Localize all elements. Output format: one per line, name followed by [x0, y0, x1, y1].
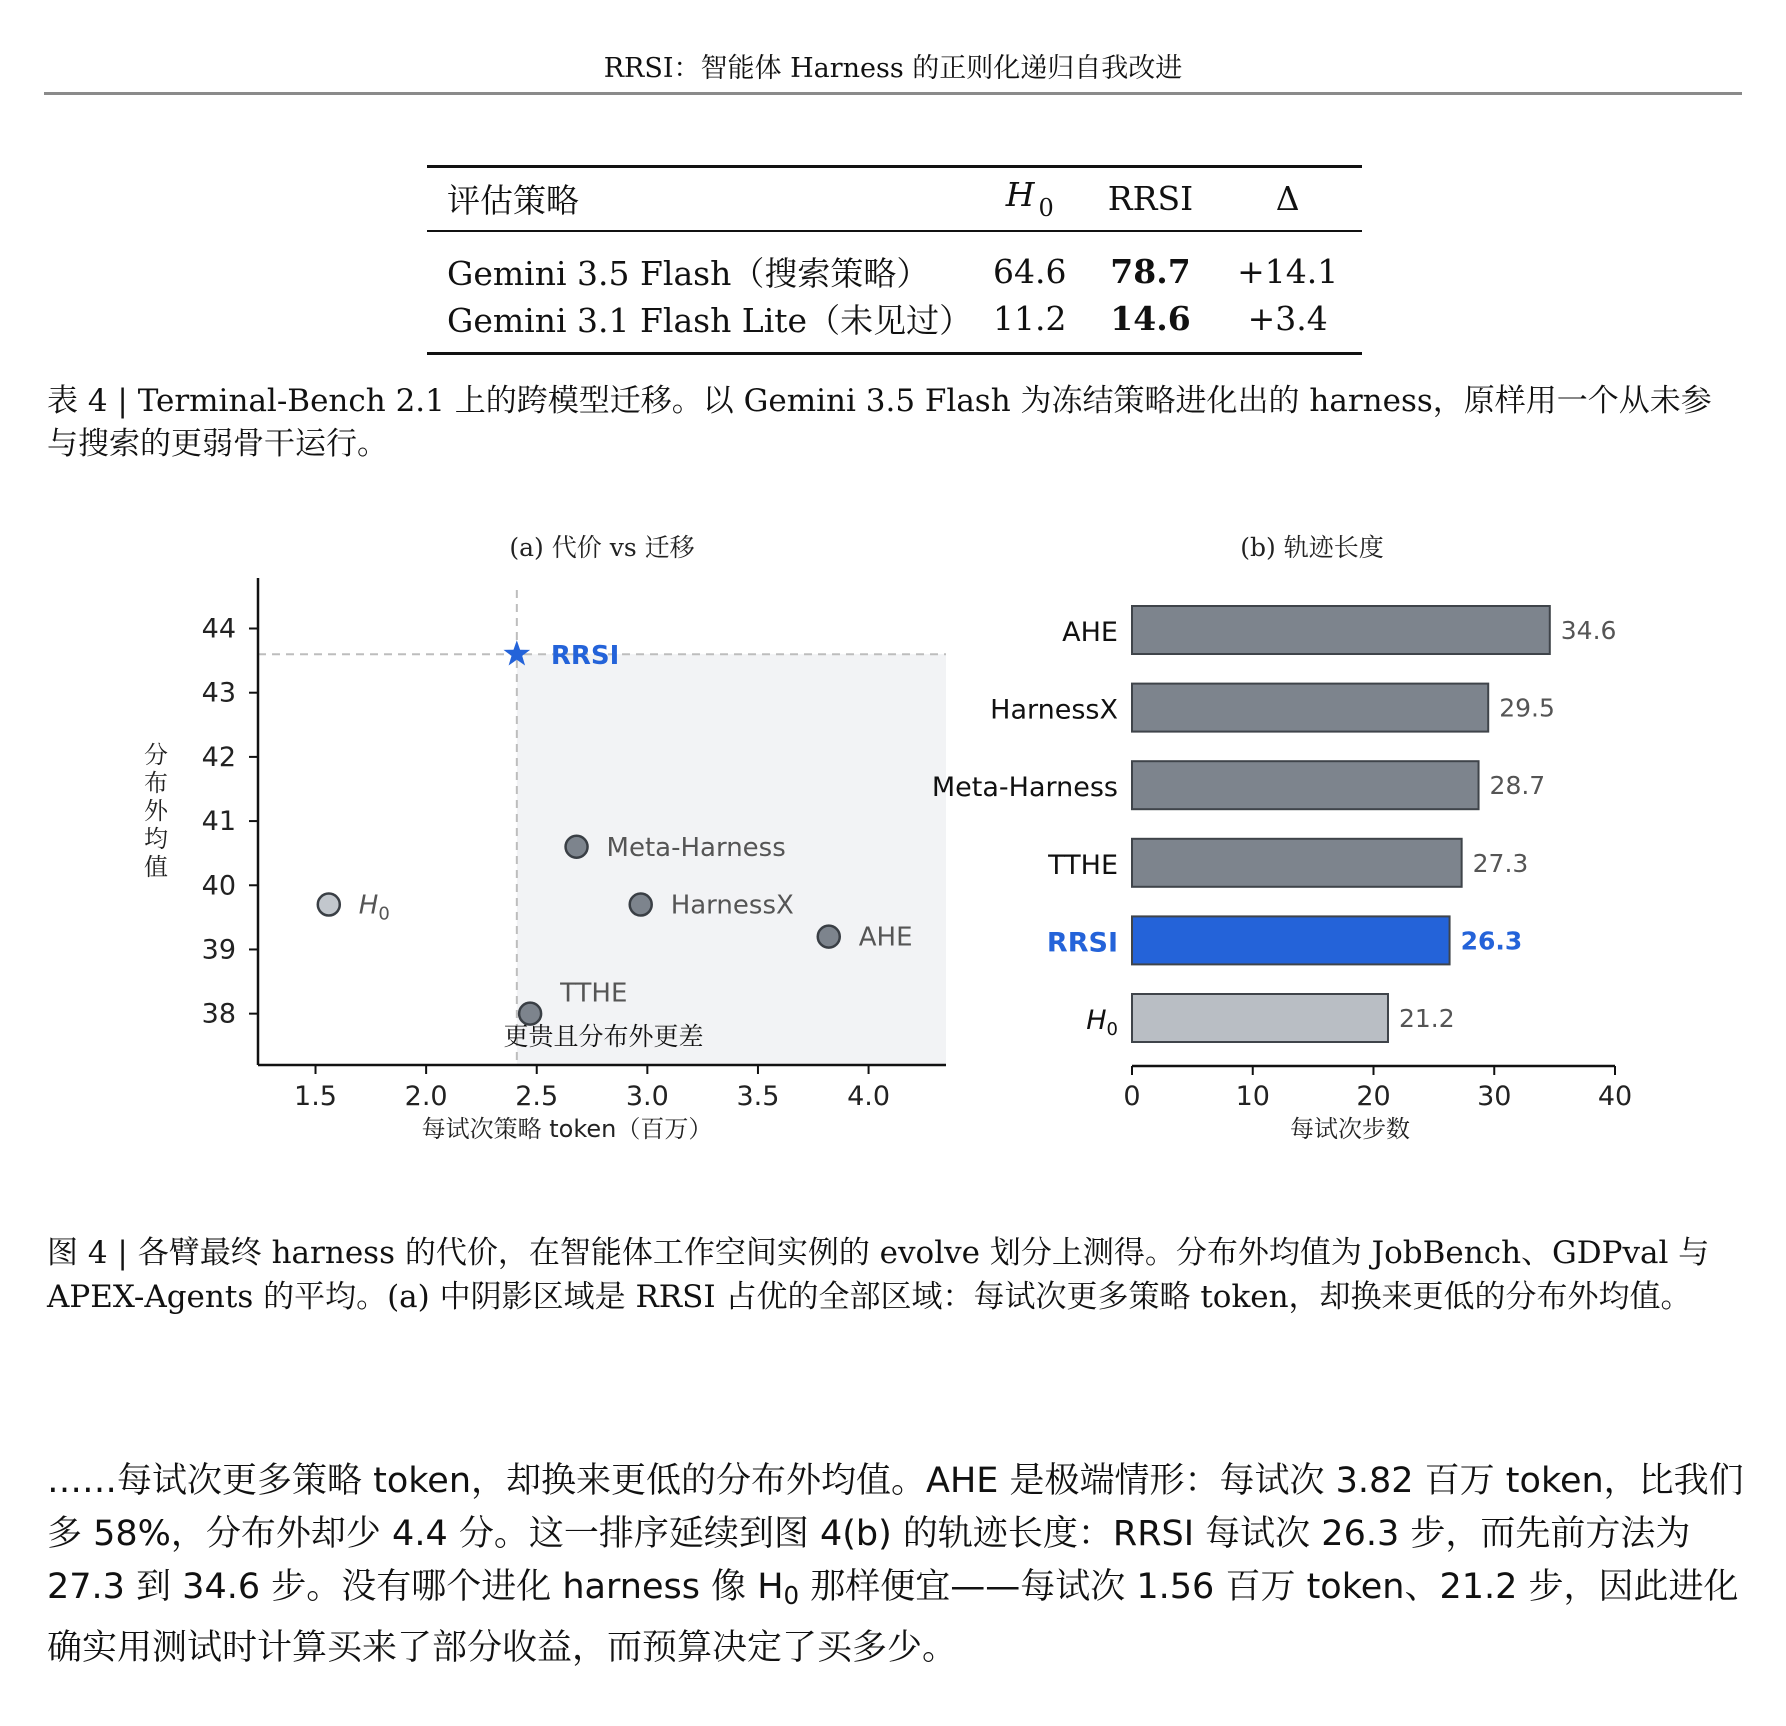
bar-meta-harness [1132, 761, 1479, 809]
col-h0-main: H [1005, 175, 1035, 215]
col-delta: Δ [1213, 167, 1362, 231]
chart-a-title: (a) 代价 vs 迁移 [509, 533, 695, 562]
point-label-h0: $H_0$ [358, 890, 390, 925]
col-h0 [972, 167, 1087, 231]
point-label-meta-harness: Meta-Harness [606, 832, 786, 863]
table-header-row [427, 167, 1362, 231]
b-x-tick-label: 20 [1356, 1081, 1391, 1112]
bar-category-label: $H_0$ [1086, 1005, 1118, 1040]
bar-h0 [1132, 994, 1388, 1042]
x-tick-label: 1.5 [294, 1081, 337, 1112]
bar-category-label: TTHE [1048, 849, 1118, 881]
b-x-tick-label: 10 [1235, 1081, 1270, 1112]
figure-caption: 图 4 | 各臂最终 harness 的代价，在智能体工作空间实例的 evolve 划分上测得。分布外均值为 JobBench、GDPval 与 APEX-Agents 的平均。(a) 中阴影区域是 RRSI 占优的全部区域：每试次更多策略 token，却换来更低的分布外均值。 [47, 1235, 1710, 1315]
x-tick-label: 4.0 [847, 1081, 891, 1112]
bar-category-label: HarnessX [990, 694, 1118, 726]
y-tick-label: 42 [201, 741, 236, 773]
bar-value-label: 28.7 [1489, 771, 1546, 801]
bar-value-label: 29.5 [1499, 693, 1555, 723]
bar-rrsi [1132, 916, 1450, 964]
b-x-tick-label: 30 [1477, 1081, 1512, 1112]
point-ahe [818, 926, 840, 948]
y-tick-label: 44 [201, 613, 236, 645]
figure-4 [0, 520, 1786, 1160]
y-tick-label: 40 [201, 870, 236, 902]
region-label: 更贵且分布外更差 [503, 1022, 704, 1052]
point-h [318, 894, 340, 916]
bar-tthe [1132, 839, 1462, 887]
b-x-tick-label: 0 [1123, 1081, 1141, 1112]
bar-value-label: 21.2 [1398, 1004, 1455, 1033]
b-x-axis-label: 每试次步数 [1290, 1115, 1410, 1143]
bar-category-label: AHE [1062, 617, 1118, 648]
col-rrsi: RRSI [1088, 167, 1214, 231]
point-meta-harness [566, 836, 588, 858]
header-rule [44, 92, 1742, 95]
x-tick-label: 2.0 [404, 1081, 448, 1112]
x-tick-label: 3.5 [736, 1081, 780, 1112]
bar-harnessx [1132, 684, 1488, 732]
bar-category-label: Meta-Harness [931, 772, 1118, 804]
bar-category-label: RRSI [1046, 927, 1118, 959]
results-table [427, 165, 1362, 355]
cell-rrsi: 78.7 [1110, 251, 1191, 291]
x-tick-label: 2.5 [515, 1081, 559, 1112]
y-tick-label: 39 [201, 934, 236, 966]
point-harnessx [630, 894, 652, 916]
point-label-harnessx: HarnessX [670, 890, 794, 921]
body-text-part1: ……每试次更多策略 token，却换来更低的分布外均值。AHE 是极端情形：每试次 3.82 百万 token，比我们多 58%，分布外却少 4.4 分。这一排序延续到图 4(b) 的轨迹长度：RRSI 每试次 26.3 步，而先前方法为 27.3 到 34.6 步。没有哪个进化 harness 像 [47, 1461, 1744, 1607]
col-h0-sub: 0 [1038, 194, 1054, 223]
point-label-rrsi: RRSI [550, 641, 620, 672]
table-row [427, 295, 1362, 354]
bar-value-label: 26.3 [1460, 926, 1523, 956]
cell-rrsi: 14.6 [1088, 295, 1214, 354]
h0-symbol: $H_0$ [757, 1567, 800, 1610]
cell-h0: 64.6 [993, 251, 1067, 291]
table-row [427, 231, 1362, 295]
table-caption: 表 4 | Terminal-Bench 2.1 上的跨模型迁移。以 Gemini 3.5 Flash 为冻结策略进化出的 harness，原样用一个从未参与搜索的更弱骨干运行。 [47, 383, 1712, 462]
y-axis-label: 分布外均值 [144, 741, 168, 881]
y-tick-label: 41 [201, 806, 236, 838]
x-axis-label: 每试次策略 token（百万） [421, 1115, 713, 1143]
cell-h0: 11.2 [972, 295, 1087, 354]
cell-policy: Gemini 3.1 Flash Lite（未见过） [427, 295, 972, 354]
running-header: RRSI：智能体 Harness 的正则化递归自我改进 [603, 53, 1183, 84]
cell-policy: Gemini 3.5 Flash（搜索策略） [447, 253, 930, 293]
chart-b-title: (b) 轨迹长度 [1240, 533, 1384, 562]
x-tick-label: 3.0 [625, 1081, 669, 1112]
col-policy: 评估策略 [427, 167, 972, 231]
bar-ahe [1132, 606, 1550, 654]
body-text-part2: 那样便宜——每试次 1.56 百万 token、21.2 步，因此进化确实用测试时计算买来了部分收益，而预算决定了买多少。 [47, 1567, 1739, 1668]
bar-value-label: 34.6 [1560, 616, 1617, 645]
b-x-tick-label: 40 [1597, 1081, 1633, 1112]
cell-delta: +3.4 [1213, 295, 1362, 354]
body-paragraph [47, 1455, 1747, 1675]
y-tick-label: 43 [201, 677, 236, 709]
bar-value-label: 27.3 [1472, 848, 1529, 878]
cell-delta: +14.1 [1237, 251, 1339, 291]
point-label-tthe: TTHE [560, 978, 628, 1009]
y-tick-label: 38 [201, 998, 236, 1030]
point-label-ahe: AHE [858, 922, 913, 953]
